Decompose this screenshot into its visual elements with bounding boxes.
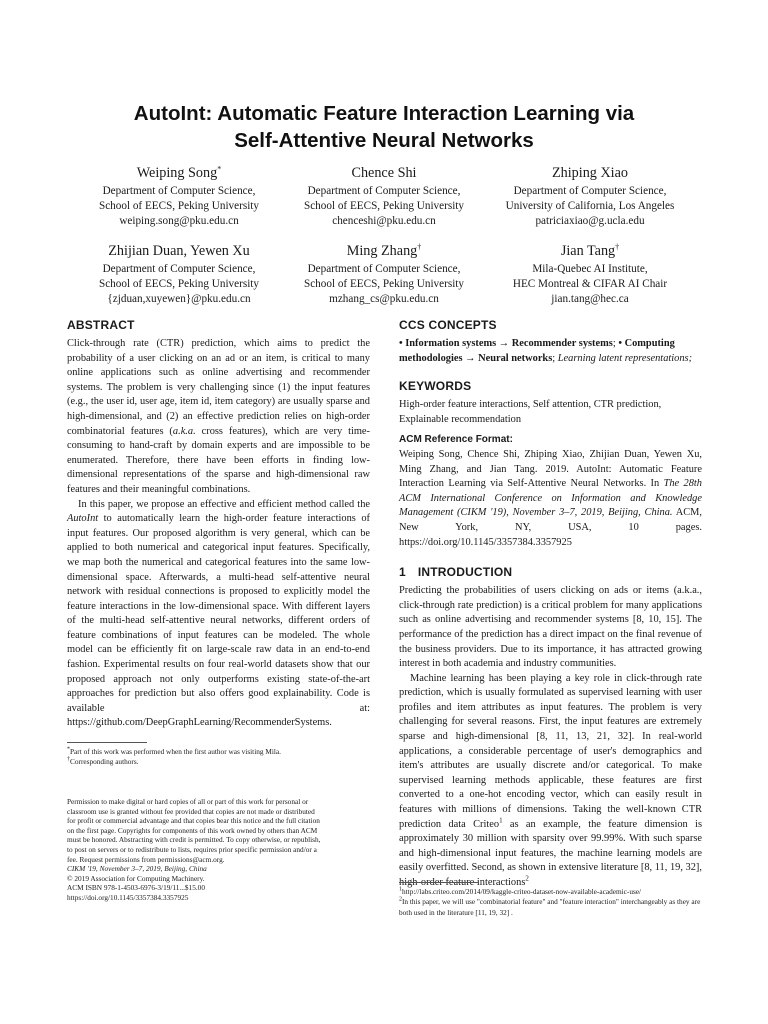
title-line-2: Self-Attentive Neural Networks	[234, 129, 534, 152]
footnote: *Part of this work was performed when the first author was visiting Mila.	[67, 746, 281, 756]
abstract-text: cross features), which are very time-consuming to hand-craft by domain experts and are impossible to be enumerated. Therefore, there have been efforts in finding low-dimensional representations of the sparse and high-dimensional raw features and their meaningful combinations.	[67, 425, 370, 495]
author-email: jian.tang@hec.ca	[551, 293, 629, 305]
footnotes-right	[399, 882, 702, 918]
permission-line: fee. Request permissions from permissions@acm.org.	[67, 854, 225, 864]
author-affiliation: HEC Montreal & CIFAR AI Chair	[512, 278, 668, 290]
footnotes-left	[67, 742, 370, 768]
footnote-rule	[67, 742, 147, 743]
author-name: Jian Tang	[560, 243, 616, 259]
permission-line: classroom use is granted without fee provided that copies are not made or distributed	[67, 806, 315, 816]
intro-paragraph: Machine learning has been playing a key role in click-through rate prediction, which is usually formulated as supervised learning with user profiles and item attributes as input features. The problem is very challenging for several reasons. First, the input features are extremely sparse and high-dimensional [8, 11, 13, 21, 32]. In real-world applications, a considerable percentage of user's demographics and item's attributes are usually discrete and/or categorical. To make supervised learning methods applicable, these features are first converted to a one-hot encoding vector, which can easily result in features with millions of dimensions. Taking the well-known CTR prediction data Criteo$^1$ as an example, the feature dimension is approximately 30 million with sparsity over 99.99%. With such sparse and high-dimensional input features, the machine learning models are easily overfitted. Second, as shown in extensive literature [8, 11, 19, 32], high-order feature interactions$^2$	[399, 672, 702, 888]
author-mark: *	[217, 164, 222, 174]
conference-info: CIKM '19, November 3–7, 2019, Beijing, China	[67, 864, 207, 874]
method-name: AutoInt	[67, 513, 99, 525]
abstract-paragraph	[67, 498, 370, 732]
author-email: patriciaxiao@g.ucla.edu	[535, 215, 645, 227]
author-affiliation: University of California, Los Angeles	[505, 200, 675, 212]
abstract-heading: ABSTRACT	[67, 318, 135, 332]
author-block	[69, 163, 289, 229]
author-block	[480, 163, 700, 229]
author-affiliation: Department of Computer Science,	[102, 263, 256, 275]
ccs-heading: CCS CONCEPTS	[399, 318, 497, 332]
author-block	[69, 241, 289, 307]
copyright: © 2019 Association for Computing Machinery.	[67, 873, 205, 883]
abstract-text: Click-through rate (CTR) prediction, which aims to predict the probability of a user clicking on an ad or an item, is critical to many online applications such as online advertising and recommender systems. The problem is very challenging since (1) the input features (e.g., the user id, user age, item id, item category) are usually sparse and high-dimensional, and (2) an effective prediction relies on high-order combinatorial features (	[67, 338, 370, 437]
author-affiliation: School of EECS, Peking University	[303, 278, 465, 290]
author-mark: †	[615, 242, 620, 252]
abstract-text: to automatically learn the high-order feature interactions of input features. Our proposed algorithm is very general, which can be applied to both numerical and categorical input features. Specifically, we map both the numerical and categorical features into the same low-dimensional space. Afterwards, a multi-head self-attentive neural network with residual connections is proposed to explicitly model the feature interactions in the low-dimensional space. With different layers of the multi-head self-attentive neural networks, different orders of feature combinations of input features can be modeled. The whole model can be efficiently fit on large-scale raw data in an end-to-end fashion. Experimental results on four real-world datasets show that our proposed approach not only outperforms existing state-of-the-art approaches for prediction but also offers good explainability. Code is available at: https://github.com/DeepGraphLearning/RecommenderSystems.	[67, 513, 370, 729]
author-block	[274, 163, 494, 229]
abstract-text: In this paper, we propose an effective and efficient method called the	[78, 498, 370, 510]
ccs-text: • Information systems → Recommender systems; • Computing methodologies → Neural networks; Learning latent representations;	[399, 338, 693, 364]
author-name: Zhiping Xiao	[551, 165, 629, 181]
footnote: $^2$In this paper, we will use "combinatorial feature" and "feature interaction" interchangeably as they are both used in the literature [11, 19, 32] .	[399, 896, 701, 917]
author-email: mzhang_cs@pku.edu.cn	[329, 293, 439, 305]
author-affiliation: Department of Computer Science,	[513, 185, 667, 197]
right-column	[399, 317, 702, 891]
title-line-1: AutoInt: Automatic Feature Interaction Learning via	[133, 102, 635, 125]
author-email: {zjduan,xuyewen}@pku.edu.cn	[107, 293, 251, 305]
author-affiliation: Department of Computer Science,	[307, 185, 461, 197]
permission-line: on the first page. Copyrights for components of this work owned by others than ACM	[67, 825, 318, 835]
abstract-aka: a.k.a.	[172, 425, 196, 437]
author-affiliation: School of EECS, Peking University	[303, 200, 465, 212]
abstract-paragraph	[67, 337, 370, 498]
doi: https://doi.org/10.1145/3357384.3357925	[67, 892, 189, 902]
author-block	[480, 241, 700, 307]
permission-line: must be honored. Abstracting with credit is permitted. To copy otherwise, or republish,	[67, 835, 321, 845]
permission-line: to post on servers or to redistribute to lists, requires prior specific permission and/or a	[67, 844, 317, 854]
author-affiliation: Department of Computer Science,	[102, 185, 256, 197]
author-name: Ming Zhang	[346, 243, 418, 259]
author-block	[274, 241, 494, 307]
reference-label: ACM Reference Format:	[399, 434, 513, 446]
footnote: $^1$http://labs.criteo.com/2014/09/kaggle-criteo-dataset-now-available-academic-use/	[399, 886, 642, 896]
keywords-heading: KEYWORDS	[399, 379, 472, 394]
author-mark: †	[417, 242, 422, 252]
footnote: †Corresponding authors.	[67, 756, 139, 767]
permission-line: Permission to make digital or hard copies of all or part of this work for personal or	[67, 797, 309, 806]
left-column	[67, 317, 370, 731]
author-email: chenceshi@pku.edu.cn	[332, 215, 436, 227]
isbn: ACM ISBN 978-1-4503-6976-3/19/11...$15.00	[67, 883, 205, 893]
intro-paragraph: Predicting the probabilities of users clicking on ads or items (a.k.a., click-through rate prediction) is a critical problem for many applications such as online advertising and recommender systems [8, 10, 15]. The performance of the prediction has a direct impact on the final revenue of the business providers. Due to its importance, it has attracted growing interest in both academia and industry communities.	[399, 585, 702, 670]
author-affiliation: School of EECS, Peking University	[98, 200, 260, 212]
keywords-text: High-order feature interactions, Self attention, CTR prediction, Explainable recommendation	[399, 399, 662, 425]
author-affiliation: Department of Computer Science,	[307, 263, 461, 275]
author-affiliation: Mila-Quebec AI Institute,	[532, 263, 648, 275]
author-name: Chence Shi	[351, 165, 417, 181]
footnote-rule	[399, 882, 479, 883]
intro-heading: 1 INTRODUCTION	[399, 565, 513, 580]
permission-line: for profit or commercial advantage and that copies bear this notice and the full citation	[67, 816, 320, 826]
author-name: Weiping Song	[136, 165, 218, 181]
author-email: weiping.song@pku.edu.cn	[119, 215, 239, 227]
author-affiliation: School of EECS, Peking University	[98, 278, 260, 290]
paper-title	[0, 100, 768, 154]
permission-block	[67, 797, 370, 903]
reference-text: Weiping Song, Chence Shi, Zhiping Xiao, Zhijian Duan, Yewen Xu, Ming Zhang, and Jian Tang. 2019. AutoInt: Automatic Feature Interaction Learning via Self-Attentive Neural Networks. In The 28th ACM International Conference on Information and Knowledge Management (CIKM '19), November 3–7, 2019, Beijing, China. ACM, New York, NY, USA, 10 pages. https://doi.org/10.1145/3357384.3357925	[399, 448, 703, 548]
author-name: Zhijian Duan, Yewen Xu	[108, 243, 250, 259]
